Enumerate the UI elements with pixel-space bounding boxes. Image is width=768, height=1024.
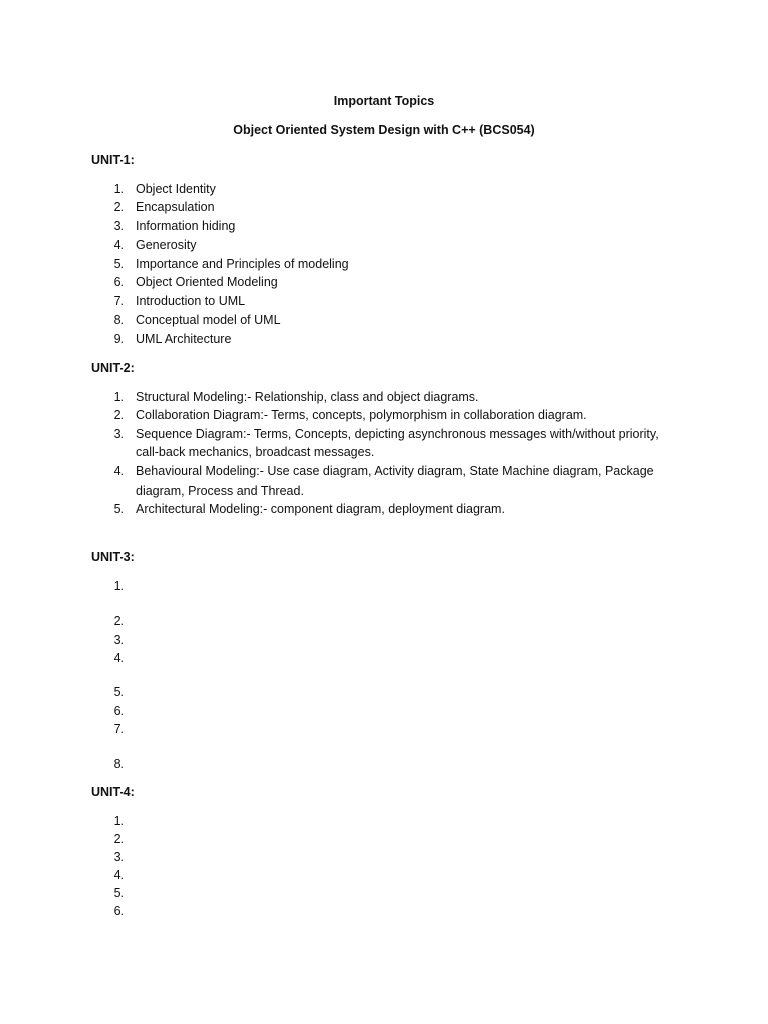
list-number: 3. <box>113 633 124 647</box>
list-item: Collaboration Diagram:- Terms, concepts, polymorphism in collaboration diagram. <box>136 408 587 422</box>
list-item: Structural Modeling:- Relationship, class and object diagrams. <box>136 390 479 404</box>
list-item: Object Oriented Modeling <box>136 275 278 289</box>
list-number: 2. <box>113 614 124 628</box>
list-item: Object Identity <box>136 182 216 196</box>
list-number: 6. <box>113 275 124 289</box>
list-number: 3. <box>113 219 124 233</box>
list-number: 1. <box>113 814 124 828</box>
list-number: 1. <box>113 390 124 404</box>
list-number: 7. <box>113 294 124 308</box>
document-title: Important Topics <box>333 94 435 108</box>
list-number: 8. <box>113 757 124 771</box>
list-number: 9. <box>113 332 124 346</box>
list-item-continuation: diagram, Process and Thread. <box>136 484 304 498</box>
list-number: 2. <box>113 832 124 846</box>
list-item: Importance and Principles of modeling <box>136 257 349 271</box>
unit-heading: UNIT-1: <box>91 153 135 167</box>
list-item: Information hiding <box>136 219 236 233</box>
list-number: 7. <box>113 722 124 736</box>
document-subtitle: Object Oriented System Design with C++ (BCS054) <box>233 123 535 137</box>
list-number: 3. <box>113 850 124 864</box>
list-item: Introduction to UML <box>136 294 246 308</box>
unit-heading: UNIT-2: <box>91 361 135 375</box>
list-number: 2. <box>113 200 124 214</box>
list-number: 6. <box>113 904 124 918</box>
list-number: 3. <box>113 427 124 441</box>
list-item: Conceptual model of UML <box>136 313 281 327</box>
list-item: UML Architecture <box>136 332 232 346</box>
list-item: Sequence Diagram:- Terms, Concepts, depicting asynchronous messages with/without priority, <box>136 427 659 441</box>
list-item: Generosity <box>136 238 197 252</box>
list-number: 1. <box>113 182 124 196</box>
list-number: 5. <box>113 257 124 271</box>
unit-heading: UNIT-3: <box>91 550 135 564</box>
list-number: 5. <box>113 886 124 900</box>
list-number: 8. <box>113 313 124 327</box>
list-number: 4. <box>113 651 124 665</box>
list-number: 6. <box>113 704 124 718</box>
list-item: Architectural Modeling:- component diagram, deployment diagram. <box>136 502 505 516</box>
list-number: 4. <box>113 238 124 252</box>
list-number: 2. <box>113 408 124 422</box>
list-number: 5. <box>113 685 124 699</box>
list-number: 1. <box>113 579 124 593</box>
list-item: Behavioural Modeling:- Use case diagram, Activity diagram, State Machine diagram, Package <box>136 464 654 478</box>
list-number: 5. <box>113 502 124 516</box>
list-number: 4. <box>113 464 124 478</box>
list-number: 4. <box>113 868 124 882</box>
list-item-continuation: call-back mechanics, broadcast messages. <box>136 445 375 459</box>
list-item: Encapsulation <box>136 200 215 214</box>
unit-heading: UNIT-4: <box>91 785 135 799</box>
